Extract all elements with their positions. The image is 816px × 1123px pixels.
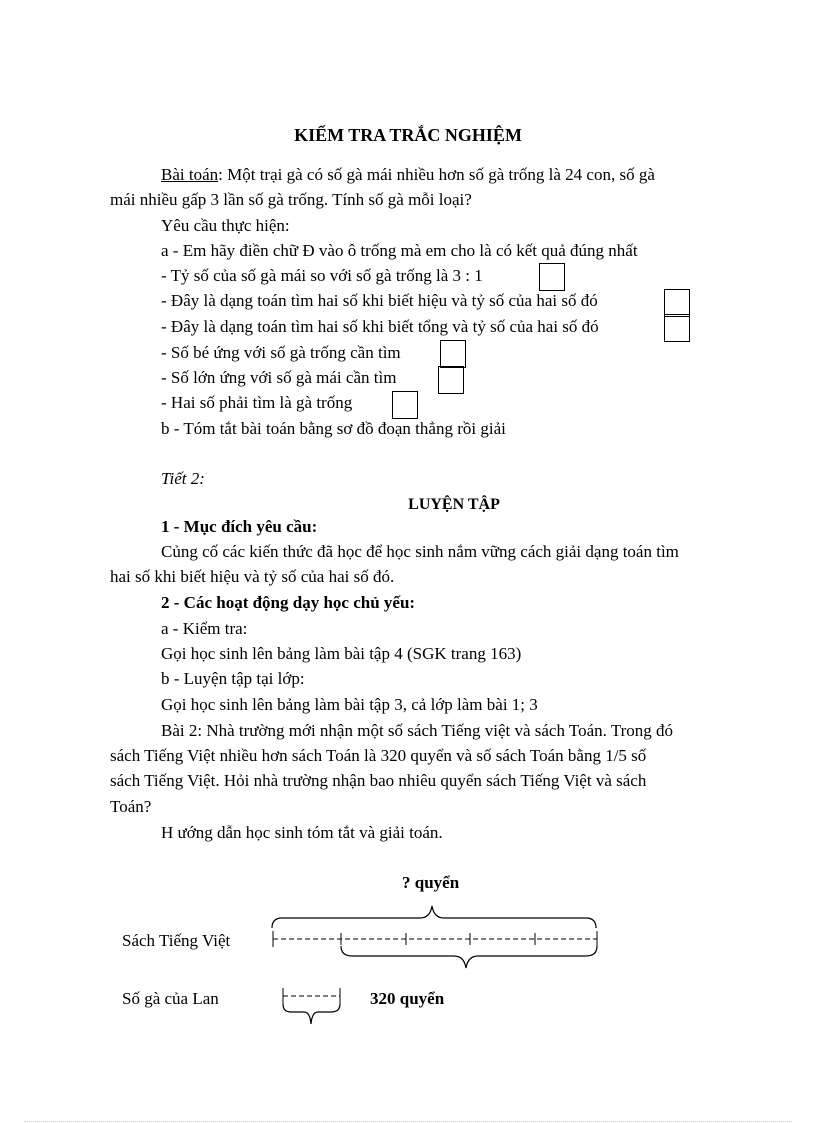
practice-label: b - Luyện tập tại lớp: (161, 669, 305, 688)
diagram-row1-label: Sách Tiếng Việt (122, 931, 231, 950)
problem-label: Bài toán (161, 165, 219, 184)
period-label: Tiết 2: (161, 469, 205, 488)
check-item-3: - Đây là dạng toán tìm hai số khi biết tổng và tỷ số của hai số đó (161, 317, 599, 336)
requirement-heading: Yêu cầu thực hiện: (161, 216, 290, 235)
difference-brace (341, 946, 597, 968)
exercise-2-line-1: Bài 2: Nhà trường mới nhận một số sách Tiếng việt và sách Toán. Trong đó (161, 721, 674, 740)
check-item-1: - Tỷ số của số gà mái so với số gà trống là 3 : 1 (161, 266, 483, 285)
diagram-row2-label: Số gà của Lan (122, 989, 219, 1008)
item-b: b - Tóm tắt bài toán bằng sơ đồ đoạn thẳng rồi giải (161, 419, 506, 438)
diagram-top-label: ? quyển (402, 873, 460, 892)
check-label: a - Kiểm tra: (161, 619, 248, 638)
problem-line-2: mái nhiều gấp 3 lần số gà trống. Tính số gà mỗi loại? (110, 190, 472, 209)
exercise-2-line-2: sách Tiếng Việt nhiều hơn sách Toán là 320 quyển và số sách Toán bằng 1/5 số (110, 746, 647, 765)
check-text: Gọi học sinh lên bảng làm bài tập 4 (SGK trang 163) (161, 644, 522, 663)
practice-text: Gọi học sinh lên bảng làm bài tập 3, cả lớp làm bài 1; 3 (161, 695, 538, 714)
problem-text-1: : Một trại gà có số gà mái nhiều hơn số gà trống là 24 con, số gà (218, 165, 655, 184)
toan-brace (283, 1004, 340, 1024)
check-item-5: - Số lớn ứng với số gà mái cần tìm (161, 368, 397, 387)
total-brace (272, 906, 596, 928)
page-bottom-rule (24, 1121, 792, 1122)
purpose-line-1: Củng cố các kiến thức đã học để học sinh nắm vững cách giải dạng toán tìm (161, 542, 679, 561)
exercise-2-line-4: Toán? (110, 797, 152, 816)
check-item-2: - Đây là dạng toán tìm hai số khi biết hiệu và tỷ số của hai số đó (161, 291, 598, 310)
section-1-heading: 1 - Mục đích yêu cầu: (161, 517, 318, 536)
test-title: KIỂM TRA TRẮC NGHIỆM (294, 125, 522, 145)
purpose-line-2: hai số khi biết hiệu và tỷ số của hai số đó. (110, 567, 395, 586)
guide-text: H ướng dẫn học sinh tóm tắt và giải toán. (161, 823, 443, 842)
exercise-2-line-3: sách Tiếng Việt. Hỏi nhà trường nhận bao nhiêu quyển sách Tiếng Việt và sách (110, 771, 647, 790)
check-item-6: - Hai số phải tìm là gà trống (161, 393, 353, 412)
item-a: a - Em hãy điền chữ Đ vào ô trống mà em cho là có kết quả đúng nhất (161, 241, 638, 260)
diagram-difference-label: 320 quyển (370, 989, 445, 1008)
lesson-title: LUYỆN TẬP (408, 496, 500, 513)
check-item-4: - Số bé ứng với số gà trống cần tìm (161, 343, 401, 362)
section-2-heading: 2 - Các hoạt động dạy học chủ yếu: (161, 593, 416, 612)
